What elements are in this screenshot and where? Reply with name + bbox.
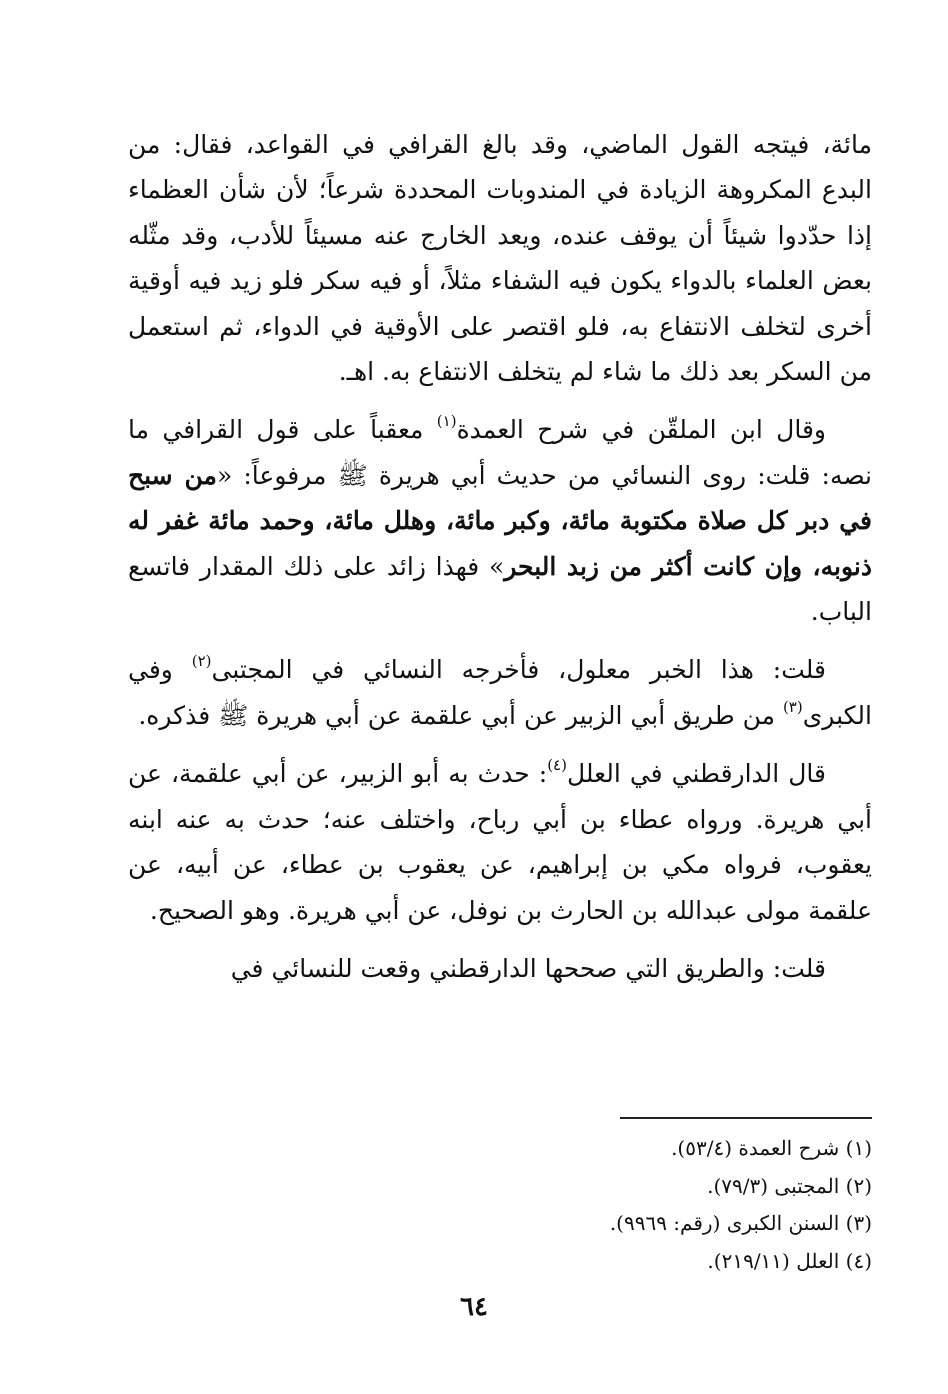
paragraph [128,946,872,991]
footnote-divider [620,1117,872,1119]
paragraph [128,407,872,634]
paragraph-text: » فهذا زائد على ذلك المقدار فاتسع الباب. [128,551,872,627]
footnote: (٢) المجتبى (٧٩/٣). [707,1173,872,1198]
paragraph [128,647,872,738]
footnote: (٤) العلل (٢١٩/١١). [707,1248,872,1273]
footnote: (٣) السنن الكبرى (رقم: ٩٩٦٩). [609,1211,872,1235]
footnote: (١) شرح العمدة (٥٣/٤). [671,1136,872,1160]
footnote-reference: (١) [436,412,457,431]
paragraph-text: وفي الكبرى [128,655,872,730]
paragraph-text: قال الدارقطني في العلل [566,759,826,789]
paragraph-text: وقال ابن الملقّن في شرح العمدة [456,415,826,445]
paragraph-text: قلت: هذا الخبر معلول، فأخرجه النسائي في المجتبى [211,655,827,685]
paragraph-text: قلت: والطريق التي صححها الدارقطني وقعت للنسائي في [230,953,826,983]
paragraph-text: مائة، فيتجه القول الماضي، وقد بالغ القرافي في القواعد، فقال: من البدع المكروهة الزيادة في المندوبات المحددة شرعاً؛ لأن شأن العظماء إذا حدّدوا شيئاً أن يوقف عنده، ويعد الخارج عنه مسيئاً للأدب، وقد مثّله بعض العلماء بالدواء يكون فيه الشفاء مثلاً، أو فيه سكر فلو زيد فيه أوقية أخرى لتخلف الانتفاع به، فلو اقتصر على الأوقية في الدواء، ثم استعمل من السكر بعد ذلك ما شاء لم يتخلف الانتفاع به. اهـ. [128,130,872,387]
footnote-reference: (٤) [547,756,567,775]
footnotes-section [128,1130,872,1280]
paragraph-text: : حدث به أبو الزبير، عن أبي علقمة، عن أبي هريرة. ورواه عطاء بن أبي رباح، واختلف عنه؛ حدث به عنه ابنه يعقوب، فرواه مكي بن إبراهيم، عن يعقوب بن عطاء، عن أبيه، عن علقمة مولى عبدالله بن الحارث بن نوفل، عن أبي هريرة. وهو الصحيح. [128,759,872,925]
paragraph-text: معقباً على قول القرافي ما نصه: قلت: روى النسائي من حديث أبي هريرة ﷺ مرفوعاً: « [128,415,872,490]
paragraph [128,122,872,394]
footnote-reference: (٣) [782,697,803,716]
footnote-reference: (٢) [191,652,212,671]
hadith-text: من سبح في دبر كل صلاة مكتوبة مائة، وكبر مائة، وهلل مائة، وحمد مائة غفر له ذنوبه، وإن كانت أكثر من زبد البحر [128,460,872,581]
page-number: ٦٤ [460,1292,488,1322]
paragraph-text: من طريق أبي الزبير عن أبي علقمة عن أبي هريرة ﷺ فذكره. [138,700,783,730]
paragraph [128,751,872,933]
main-text [128,122,872,1004]
